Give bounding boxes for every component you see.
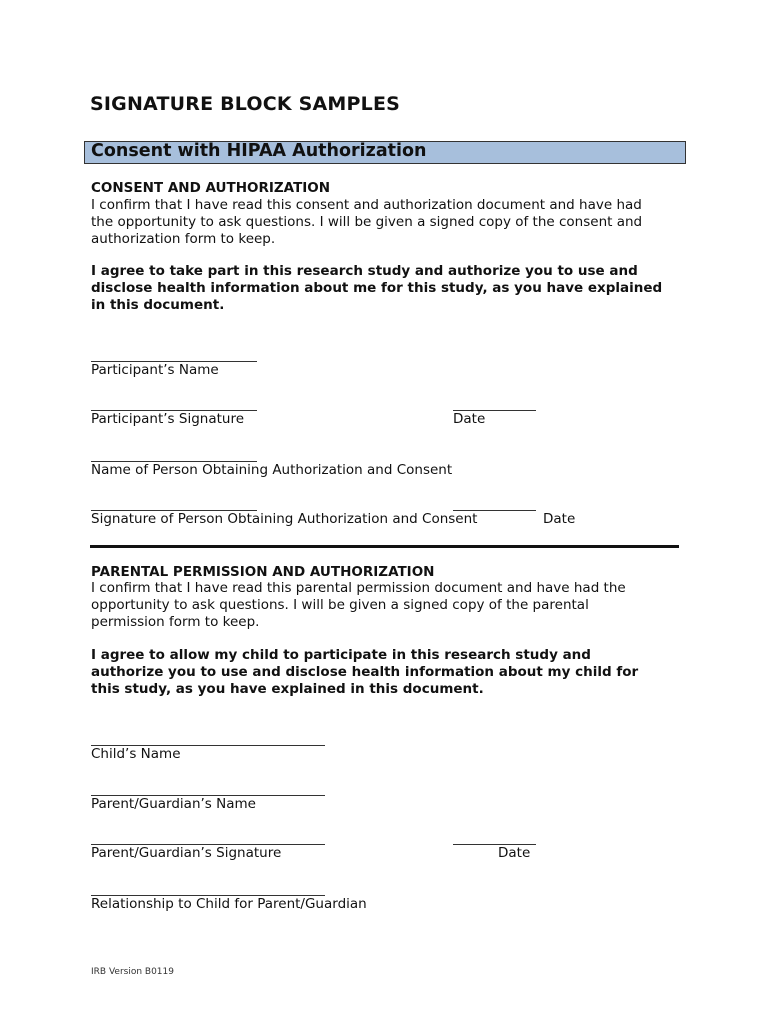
parental-heading: PARENTAL PERMISSION AND AUTHORIZATION bbox=[91, 564, 435, 580]
guardian-signature-label: Parent/Guardian’s Signature bbox=[91, 845, 282, 861]
consent-agree-line-1: I agree to take part in this research study and authorize you to use and bbox=[91, 263, 638, 279]
parental-body-line-1: I confirm that I have read this parental permission document and have had the bbox=[91, 580, 626, 596]
child-name-label: Child’s Name bbox=[91, 746, 181, 762]
consent-body-line-2: the opportunity to ask questions. I will be given a signed copy of the consent and bbox=[91, 214, 643, 230]
section-divider bbox=[90, 545, 679, 548]
parental-body-line-2: opportunity to ask questions. I will be given a signed copy of the parental bbox=[91, 597, 589, 613]
participant-date-label: Date bbox=[453, 411, 486, 427]
section-banner-label: Consent with HIPAA Authorization bbox=[91, 141, 427, 161]
obtainer-date-line[interactable] bbox=[453, 510, 536, 511]
obtainer-name-label: Name of Person Obtaining Authorization and Consent bbox=[91, 462, 453, 478]
obtainer-signature-label: Signature of Person Obtaining Authorization and Consent bbox=[91, 511, 478, 527]
section-banner bbox=[84, 141, 686, 164]
obtainer-date-label: Date bbox=[543, 511, 576, 527]
participant-signature-label: Participant’s Signature bbox=[91, 411, 245, 427]
version-footer: IRB Version B0119 bbox=[91, 967, 174, 977]
consent-agree-line-2: disclose health information about me for this study, as you have explained bbox=[91, 280, 663, 296]
consent-body-line-1: I confirm that I have read this consent and authorization document and have had bbox=[91, 197, 642, 213]
relationship-label: Relationship to Child for Parent/Guardian bbox=[91, 896, 367, 912]
consent-agree-line-3: in this document. bbox=[91, 297, 225, 313]
parental-agree-line-3: this study, as you have explained in this document. bbox=[91, 681, 484, 697]
page-title: SIGNATURE BLOCK SAMPLES bbox=[90, 93, 401, 115]
parental-agree-line-2: authorize you to use and disclose health information about my child for bbox=[91, 664, 639, 680]
guardian-name-label: Parent/Guardian’s Name bbox=[91, 796, 256, 812]
consent-body-line-3: authorization form to keep. bbox=[91, 231, 276, 247]
guardian-date-label: Date bbox=[498, 845, 531, 861]
parental-agree-line-1: I agree to allow my child to participate in this research study and bbox=[91, 647, 591, 663]
parental-body-line-3: permission form to keep. bbox=[91, 614, 260, 630]
participant-name-label: Participant’s Name bbox=[91, 362, 219, 378]
consent-heading: CONSENT AND AUTHORIZATION bbox=[91, 180, 331, 196]
